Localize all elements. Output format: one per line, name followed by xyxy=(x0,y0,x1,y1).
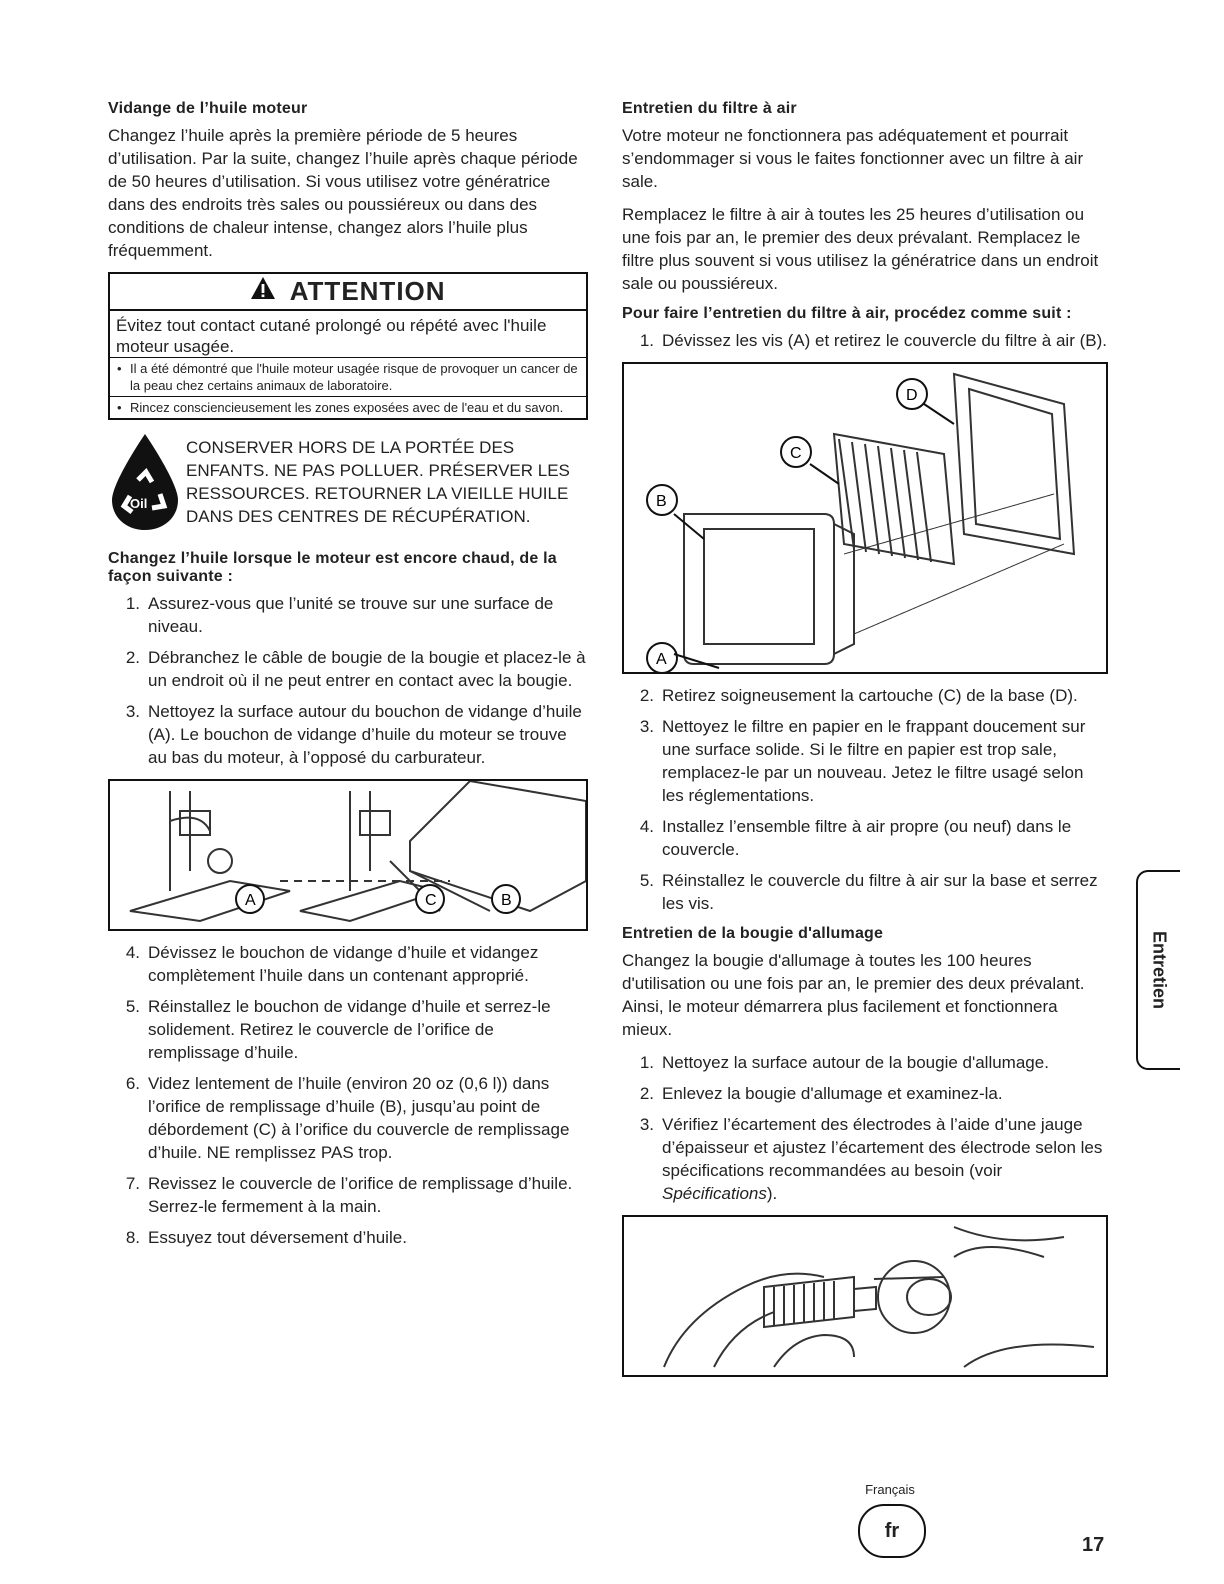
warning-header-text: ATTENTION xyxy=(289,276,446,306)
section-tab xyxy=(1136,870,1180,1070)
list-item: 2. Retirez soigneusement la cartouche (C) de la base (D). xyxy=(639,686,1078,705)
air-filter-p2: Remplacez le filtre à air à toutes les 25 heures d’utilisation ou une fois par an, le premier des deux prévalant. Remplacez le filtre plus souvent si vous utilisez la génératrice dans un endroit sale ou poussiéreux. xyxy=(622,205,1099,293)
list-item: 4. Dévissez le bouchon de vidange d’huile et vidangez complètement l’huile dans un contenant approprié. xyxy=(125,943,539,985)
list-item: 4. Installez l’ensemble filtre à air propre (ou neuf) dans le couvercle. xyxy=(639,817,1072,859)
footer-language: Français xyxy=(865,1482,915,1497)
warning-box xyxy=(108,272,588,420)
svg-text:B: B xyxy=(656,493,667,510)
list-item: 3. Nettoyez la surface autour du bouchon de vidange d’huile (A). Le bouchon de vidange d’huile du moteur se trouve au bas du moteur, à l’opposé du carburateur. xyxy=(125,702,582,767)
list-item: 1. Assurez-vous que l’unité se trouve sur une surface de niveau. xyxy=(125,594,554,636)
page-number: 17 xyxy=(1082,1534,1105,1556)
warning-bullet: • Il a été démontré que l'huile moteur usagée risque de provoquer un cancer de la peau chez certains animaux de laboratoire. xyxy=(110,358,586,397)
svg-text:B: B xyxy=(501,892,512,909)
svg-text:C: C xyxy=(790,445,802,462)
svg-text:D: D xyxy=(906,387,918,404)
specifications-reference: Spécifications xyxy=(662,1184,767,1203)
svg-text:A: A xyxy=(245,892,256,909)
language-badge: fr xyxy=(858,1504,926,1558)
oil-steps-list-b xyxy=(108,941,588,1249)
oil-change-body: Changez l’huile après la première période de 5 heures d’utilisation. Par la suite, changez l’huile après chaque période de 50 heures d’utilisation. Si vous utilisez votre génératrice dans des endroits très sales ou poussiéreux ou dans des conditions de chaleur intense, changez alors l’huile plus fréquemment. xyxy=(108,126,578,260)
air-filter-title: Entretien du filtre à air xyxy=(622,100,797,117)
recycle-text: CONSERVER HORS DE LA PORTÉE DES ENFANTS. NE PAS POLLUER. PRÉSERVER LES RESSOURCES. RETOURNER LA VIEILLE HUILE DANS DES CENTRES DE RÉCUPÉRATION. xyxy=(186,438,570,526)
spark-plug-title: Entretien de la bougie d'allumage xyxy=(622,925,884,942)
air-filter-steps-list xyxy=(622,684,1108,915)
list-item: 5. Réinstallez le couvercle du filtre à air sur la base et serrez les vis. xyxy=(639,871,1098,913)
figure-callout-a xyxy=(236,885,264,913)
warning-bullet: • Rincez consciencieusement les zones exposées avec de l'eau et du savon. xyxy=(110,397,586,418)
list-item: 6. Videz lentement de l’huile (environ 20 oz (0,6 l)) dans l’orifice de remplissage d’huile (B), jusqu’au point de débordement (C) à l’orifice du couvercle de remplissage d’huile. NE remplissez PAS trop. xyxy=(125,1074,570,1162)
list-item: 3. Vérifiez l’écartement des électrodes à l’aide d’une jauge d’épaisseur et ajustez l’écartement des électrode selon les spécifications recommandées au besoin (voir Spécifications). xyxy=(639,1115,1103,1203)
right-column xyxy=(622,100,1108,1387)
oil-change-title: Vidange de l’huile moteur xyxy=(108,100,308,117)
list-item: 1. Nettoyez la surface autour de la bougie d'allumage. xyxy=(639,1053,1049,1072)
figure-callout-c xyxy=(781,437,811,467)
figure-callout-a xyxy=(647,643,677,672)
air-filter-procedure-title: Pour faire l’entretien du filtre à air, procédez comme suit : xyxy=(622,305,1072,322)
list-item: 7. Revissez le couvercle de l’orifice de remplissage d’huile. Serrez-le fermement à la main. xyxy=(125,1174,573,1216)
oil-recycle-icon xyxy=(108,432,182,532)
list-item: 2. Débranchez le câble de bougie de la bougie et placez-le à un endroit où il ne peut entrer en contact avec la bougie. xyxy=(125,648,586,690)
air-filter-step-1 xyxy=(622,329,1108,352)
list-item: 8. Essuyez tout déversement d’huile. xyxy=(125,1228,407,1247)
spark-plug-steps-list xyxy=(622,1051,1108,1205)
air-filter-p1: Votre moteur ne fonctionnera pas adéquatement et pourrait s’endommager si vous le faites fonctionner avec un filtre à air sale. xyxy=(622,126,1084,191)
left-column xyxy=(108,100,588,1259)
oil-steps-list-a xyxy=(108,592,588,769)
oil-label: Oil xyxy=(130,496,148,511)
figure-callout-c xyxy=(416,885,444,913)
figure-callout-b xyxy=(492,885,520,913)
list-item: 5. Réinstallez le bouchon de vidange d’huile et serrez-le solidement. Retirez le couvercle de l’orifice de remplissage d’huile. xyxy=(125,997,551,1062)
spark-plug-figure xyxy=(622,1215,1108,1377)
oil-procedure-title: Changez l’huile lorsque le moteur est encore chaud, de la façon suivante : xyxy=(108,550,557,585)
warning-main-text: Évitez tout contact cutané prolongé ou répété avec l'huile moteur usagée. xyxy=(110,311,586,358)
figure-callout-b xyxy=(647,485,677,515)
recycle-notice xyxy=(108,432,588,532)
warning-triangle-icon xyxy=(250,276,276,307)
list-item: 3. Nettoyez le filtre en papier en le frappant doucement sur une surface solide. Si le filtre en papier est trop sale, remplacez-le par un nouveau. Jetez le filtre usagé selon les réglementations. xyxy=(639,717,1086,805)
list-item: 1. Dévissez les vis (A) et retirez le couvercle du filtre à air (B). xyxy=(639,331,1107,350)
air-filter-figure xyxy=(622,362,1108,674)
svg-text:A: A xyxy=(656,651,667,668)
warning-header xyxy=(110,274,586,311)
list-item: 2. Enlevez la bougie d'allumage et examinez-la. xyxy=(639,1084,1003,1103)
figure-callout-d xyxy=(897,379,927,409)
oil-drain-figure xyxy=(108,779,588,931)
section-tab-label: Entretien xyxy=(1149,930,1170,1010)
svg-text:C: C xyxy=(425,892,437,909)
spark-plug-body: Changez la bougie d'allumage à toutes les 100 heures d'utilisation ou une fois par an, le premier des deux prévalant. Ainsi, le moteur démarrera plus facilement et fonctionnera mieux. xyxy=(622,951,1085,1039)
